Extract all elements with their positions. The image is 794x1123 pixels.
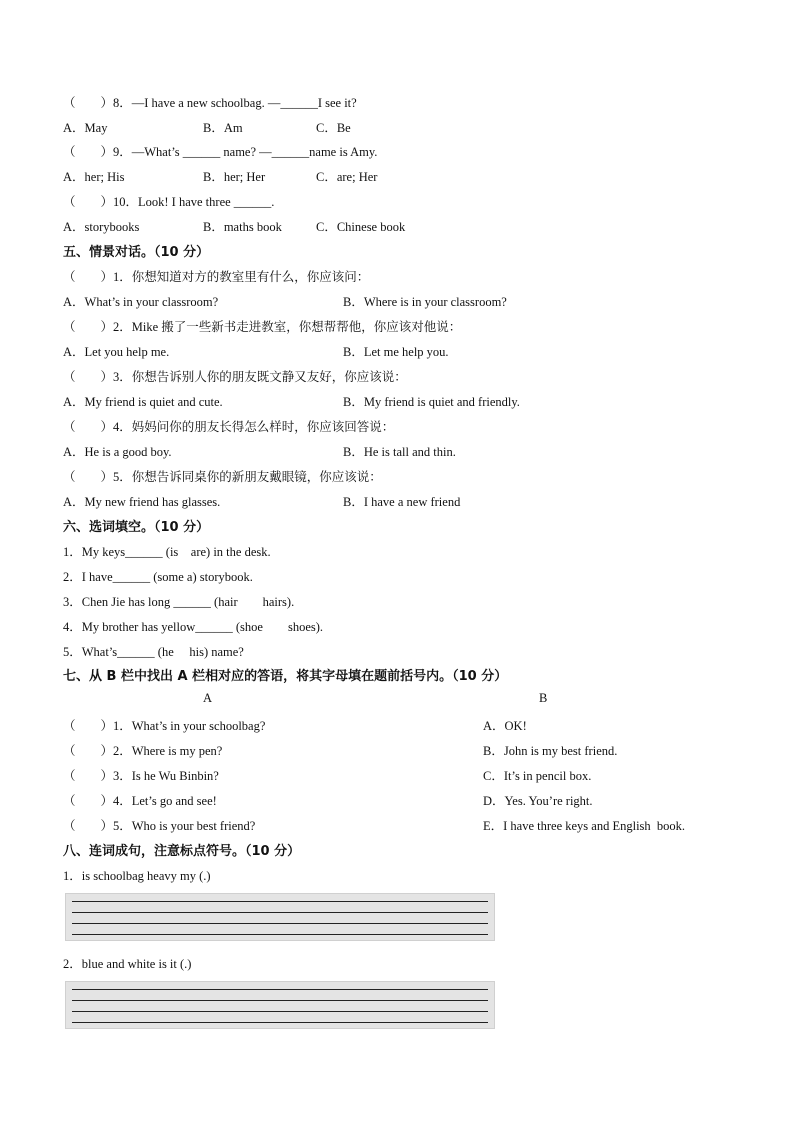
reorder-sentence-1: 1．is schoolbag heavy my (.)	[63, 869, 211, 883]
column-a-header: A	[203, 691, 213, 705]
match-b-item-d: D．Yes. You’re right.	[483, 794, 593, 808]
dialogue-4-stem: （ ）4．妈妈问你的朋友长得怎么样时，你应该回答说：	[63, 420, 395, 434]
question-10-option-a: A．storybooks	[63, 220, 140, 234]
section-6-title: 六、选词填空。（10 分）	[63, 520, 210, 535]
writing-line	[72, 989, 488, 990]
question-8-stem: （ ）8．—I have a new schoolbag. —______I see it?	[63, 96, 357, 110]
writing-line	[72, 1022, 488, 1023]
question-8-option-a: A．May	[63, 121, 108, 135]
fill-blank-2: 2．I have______ (some a) storybook.	[63, 570, 253, 584]
dialogue-2-option-b: B．Let me help you.	[343, 345, 449, 359]
dialogue-4-option-a: A．He is a good boy.	[63, 445, 172, 459]
match-a-item-3: （ ）3．Is he Wu Binbin?	[63, 769, 219, 783]
fill-blank-4: 4．My brother has yellow______ (shoe shoes).	[63, 620, 324, 634]
question-9-option-b: B．her; Her	[203, 170, 266, 184]
section-8-title: 八、连词成句，注意标点符号。（10 分）	[63, 844, 301, 859]
dialogue-1-option-a: A．What’s in your classroom?	[63, 295, 219, 309]
fill-blank-3: 3．Chen Jie has long ______ (hair hairs).	[63, 595, 295, 609]
writing-line	[72, 901, 488, 902]
question-9-stem: （ ）9．—What’s ______ name? —______name is Amy.	[63, 145, 378, 159]
question-8-option-b: B．Am	[203, 121, 243, 135]
column-b-header: B	[539, 691, 548, 705]
dialogue-3-stem: （ ）3．你想告诉别人你的朋友既文静又友好，你应该说：	[63, 370, 407, 384]
writing-line	[72, 1000, 488, 1001]
dialogue-3-option-a: A．My friend is quiet and cute.	[63, 395, 223, 409]
section-7-title: 七、从 B 栏中找出 A 栏相对应的答语，将其字母填在题前括号内。（10 分）	[63, 669, 508, 684]
match-b-item-b: B．John is my best friend.	[483, 744, 618, 758]
match-a-item-2: （ ）2．Where is my pen?	[63, 744, 223, 758]
dialogue-5-option-b: B．I have a new friend	[343, 495, 461, 509]
dialogue-4-option-b: B．He is tall and thin.	[343, 445, 456, 459]
dialogue-5-stem: （ ）5．你想告诉同桌你的新朋友戴眼镜，你应该说：	[63, 470, 382, 484]
match-b-item-c: C．It’s in pencil box.	[483, 769, 592, 783]
dialogue-1-option-b: B．Where is in your classroom?	[343, 295, 507, 309]
writing-line	[72, 1011, 488, 1012]
question-10-option-c: C．Chinese book	[316, 220, 406, 234]
dialogue-1-stem: （ ）1．你想知道对方的教室里有什么，你应该问：	[63, 270, 370, 284]
writing-lines-2[interactable]	[65, 981, 495, 1029]
match-a-item-4: （ ）4．Let’s go and see!	[63, 794, 217, 808]
match-a-item-1: （ ）1．What’s in your schoolbag?	[63, 719, 266, 733]
match-b-item-a: A．OK!	[483, 719, 527, 733]
fill-blank-1: 1．My keys______ (is are) in the desk.	[63, 545, 271, 559]
question-9-option-c: C．are; Her	[316, 170, 378, 184]
question-8-option-c: C．Be	[316, 121, 351, 135]
writing-lines-1[interactable]	[65, 893, 495, 941]
section-5-title: 五、情景对话。（10 分）	[63, 245, 210, 260]
dialogue-5-option-a: A．My new friend has glasses.	[63, 495, 221, 509]
writing-line	[72, 923, 488, 924]
dialogue-2-option-a: A．Let you help me.	[63, 345, 170, 359]
fill-blank-5: 5．What’s______ (he his) name?	[63, 645, 244, 659]
reorder-sentence-2: 2．blue and white is it (.)	[63, 957, 192, 971]
dialogue-2-stem: （ ）2．Mike 搬了一些新书走进教室，你想帮帮他，你应该对他说：	[63, 320, 462, 334]
question-10-option-b: B．maths book	[203, 220, 282, 234]
question-10-stem: （ ）10．Look! I have three ______.	[63, 195, 275, 209]
writing-line	[72, 934, 488, 935]
dialogue-3-option-b: B．My friend is quiet and friendly.	[343, 395, 520, 409]
match-a-item-5: （ ）5．Who is your best friend?	[63, 819, 256, 833]
question-9-option-a: A．her; His	[63, 170, 125, 184]
writing-line	[72, 912, 488, 913]
match-b-item-e: E．I have three keys and English book.	[483, 819, 686, 833]
